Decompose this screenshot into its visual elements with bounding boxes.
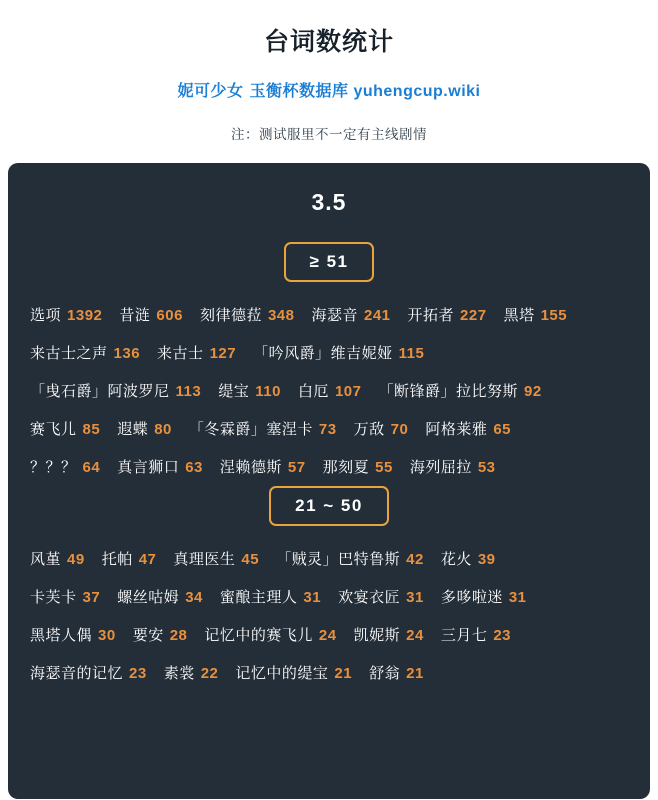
entry-value: 45 — [241, 551, 260, 568]
entry-name: 万敌 — [353, 421, 385, 438]
entry-value: 110 — [255, 383, 281, 400]
entry-name: 卡芙卡 — [30, 589, 77, 606]
entry-name: 凯妮斯 — [353, 627, 401, 644]
entry-value: 42 — [406, 551, 424, 568]
list-item — [235, 662, 352, 683]
entry-row — [30, 418, 628, 439]
entry-name: 「断锋爵」拉比努斯 — [378, 383, 518, 400]
list-item — [441, 586, 527, 607]
list-item — [408, 304, 487, 325]
entry-name: 黑塔 — [503, 307, 535, 324]
list-item — [30, 304, 102, 325]
page-header — [0, 0, 658, 143]
list-item — [504, 304, 568, 325]
entry-value: 241 — [364, 307, 391, 324]
stats-section-1 — [26, 242, 632, 477]
entry-value: 136 — [113, 345, 141, 362]
entry-name: 托帕 — [101, 551, 133, 568]
entry-name: 欢宴衣匠 — [338, 589, 401, 606]
entry-name: 缇宝 — [218, 383, 250, 400]
list-item — [200, 304, 295, 325]
entry-value: 31 — [303, 589, 322, 606]
list-item — [204, 624, 336, 645]
entry-row — [30, 548, 628, 569]
entry-name: 真理医生 — [173, 551, 236, 568]
entry-row — [30, 586, 628, 607]
entry-value: 113 — [175, 383, 202, 400]
list-item — [276, 548, 424, 569]
entry-row — [30, 304, 628, 325]
entry-name: 遐蝶 — [117, 421, 149, 438]
entry-value: 73 — [318, 421, 337, 438]
entry-value: 23 — [493, 627, 512, 644]
entry-name: 昔涟 — [119, 307, 151, 324]
list-item — [164, 662, 219, 683]
entry-value: 30 — [98, 627, 116, 644]
entry-value: 92 — [524, 383, 542, 400]
entry-name: 螺丝咕姆 — [117, 589, 180, 606]
entry-name: 来古士 — [157, 345, 204, 362]
entry-row — [30, 662, 628, 683]
entry-value: 31 — [406, 589, 424, 606]
entry-name: 阿格莱雅 — [425, 421, 488, 438]
list-item — [298, 380, 362, 401]
entry-value: 55 — [375, 459, 393, 476]
entry-name: 白厄 — [297, 383, 329, 400]
entry-row — [30, 456, 628, 477]
entry-name: 蜜酿主理人 — [219, 589, 298, 606]
list-item — [30, 456, 100, 477]
list-item — [133, 624, 188, 645]
entry-value: 28 — [169, 627, 188, 644]
stats-panel — [8, 163, 650, 799]
list-item — [253, 342, 424, 363]
entry-value: 49 — [67, 551, 85, 568]
entry-value: 63 — [185, 459, 203, 476]
entry-name: 刻律德菈 — [199, 307, 262, 324]
list-item — [30, 624, 116, 645]
entry-value: 115 — [398, 345, 425, 362]
stats-section-2 — [26, 486, 632, 683]
entry-name: 那刻夏 — [322, 459, 370, 476]
entry-value: 34 — [185, 589, 203, 606]
list-item — [30, 548, 85, 569]
entry-name: 多哆啦迷 — [440, 589, 503, 606]
entry-name: 舒翁 — [369, 665, 401, 682]
entry-value: 23 — [129, 665, 147, 682]
subtitle-left: 妮可少女 — [177, 83, 244, 100]
version-label: 3.5 — [311, 189, 347, 215]
entry-row — [30, 624, 628, 645]
entry-value: 21 — [334, 665, 353, 682]
entry-name: 开拓者 — [407, 307, 455, 324]
list-item — [323, 456, 393, 477]
entry-name: 记忆中的缇宝 — [235, 665, 329, 682]
entry-value: 85 — [82, 421, 101, 438]
entry-value: 1392 — [67, 307, 103, 324]
list-item — [311, 304, 390, 325]
badge-wrap-2 — [26, 486, 632, 526]
badge-wrap-1 — [26, 242, 632, 282]
list-item — [369, 662, 424, 683]
list-item — [30, 380, 201, 401]
list-item — [173, 548, 259, 569]
entry-value: 107 — [334, 383, 362, 400]
entry-value: 606 — [156, 307, 183, 324]
entry-name: 真言狮口 — [117, 459, 180, 476]
entry-name: 海瑟音 — [311, 307, 358, 324]
entry-value: 227 — [460, 307, 487, 324]
entry-rows-2 — [26, 548, 632, 683]
entry-value: 39 — [477, 551, 496, 568]
entry-name: 「贼灵」巴特鲁斯 — [276, 551, 401, 568]
list-item — [157, 342, 236, 363]
list-item — [354, 624, 424, 645]
entry-value: 24 — [406, 627, 424, 644]
note-text: 注：测试服里不一定有主线剧情 — [231, 127, 427, 142]
list-item — [117, 456, 203, 477]
list-item — [218, 380, 281, 401]
list-item — [425, 418, 511, 439]
subtitle-right: 玉衡杯数据库 yuhengcup.wiki — [249, 83, 481, 100]
entry-name: 赛飞儿 — [30, 421, 77, 438]
list-item — [30, 418, 100, 439]
entry-name: 海瑟音的记忆 — [30, 665, 124, 682]
entry-value: 37 — [82, 589, 101, 606]
list-item — [354, 418, 409, 439]
entry-value: 70 — [390, 421, 409, 438]
entry-name: 风堇 — [30, 551, 62, 568]
section-divider-gap — [26, 477, 632, 486]
entry-name: 涅赖德斯 — [219, 459, 282, 476]
entry-name: ？？？ — [30, 459, 77, 476]
entry-name: 选项 — [30, 307, 62, 324]
entry-value: 127 — [209, 345, 237, 362]
list-item — [441, 624, 511, 645]
list-item — [220, 456, 306, 477]
entry-name: 黑塔人偶 — [30, 627, 93, 644]
list-item — [378, 380, 541, 401]
entry-value: 348 — [267, 307, 295, 324]
list-item — [441, 548, 496, 569]
entry-value: 21 — [406, 665, 424, 682]
entry-name: 来古士之声 — [30, 345, 108, 362]
entry-name: 记忆中的赛飞儿 — [204, 627, 313, 644]
entry-name: 「曵石爵」阿波罗尼 — [30, 383, 170, 400]
page-title: 台词数统计 — [263, 28, 394, 56]
list-item — [30, 662, 147, 683]
list-item — [30, 586, 100, 607]
entry-value: 155 — [540, 307, 568, 324]
entry-name: 「吟风爵」维吉妮娅 — [253, 345, 393, 362]
list-item — [189, 418, 337, 439]
entry-name: 海列屈拉 — [409, 459, 472, 476]
entry-name: 要安 — [132, 627, 164, 644]
entry-value: 53 — [477, 459, 496, 476]
entry-row — [30, 380, 628, 401]
entry-value: 57 — [287, 459, 306, 476]
entry-name: 素裳 — [163, 665, 195, 682]
entry-value: 47 — [138, 551, 157, 568]
list-item — [119, 304, 183, 325]
entry-rows-1 — [26, 304, 632, 477]
list-item — [102, 548, 157, 569]
entry-value: 80 — [154, 421, 172, 438]
entry-row — [30, 342, 628, 363]
entry-name: 「冬霖爵」塞涅卡 — [188, 421, 313, 438]
list-item — [338, 586, 424, 607]
list-item — [30, 342, 140, 363]
entry-name: 三月七 — [440, 627, 488, 644]
list-item — [117, 418, 172, 439]
entry-value: 31 — [508, 589, 527, 606]
entry-value: 64 — [82, 459, 101, 476]
list-item — [410, 456, 496, 477]
entry-value: 24 — [318, 627, 337, 644]
range-badge-1: ≥ 51 — [284, 242, 375, 282]
list-item — [117, 586, 203, 607]
list-item — [220, 586, 321, 607]
entry-value: 22 — [200, 665, 219, 682]
subtitle — [0, 78, 658, 101]
entry-name: 花火 — [440, 551, 472, 568]
range-badge-2: 21 ~ 50 — [269, 486, 389, 526]
entry-value: 65 — [493, 421, 512, 438]
